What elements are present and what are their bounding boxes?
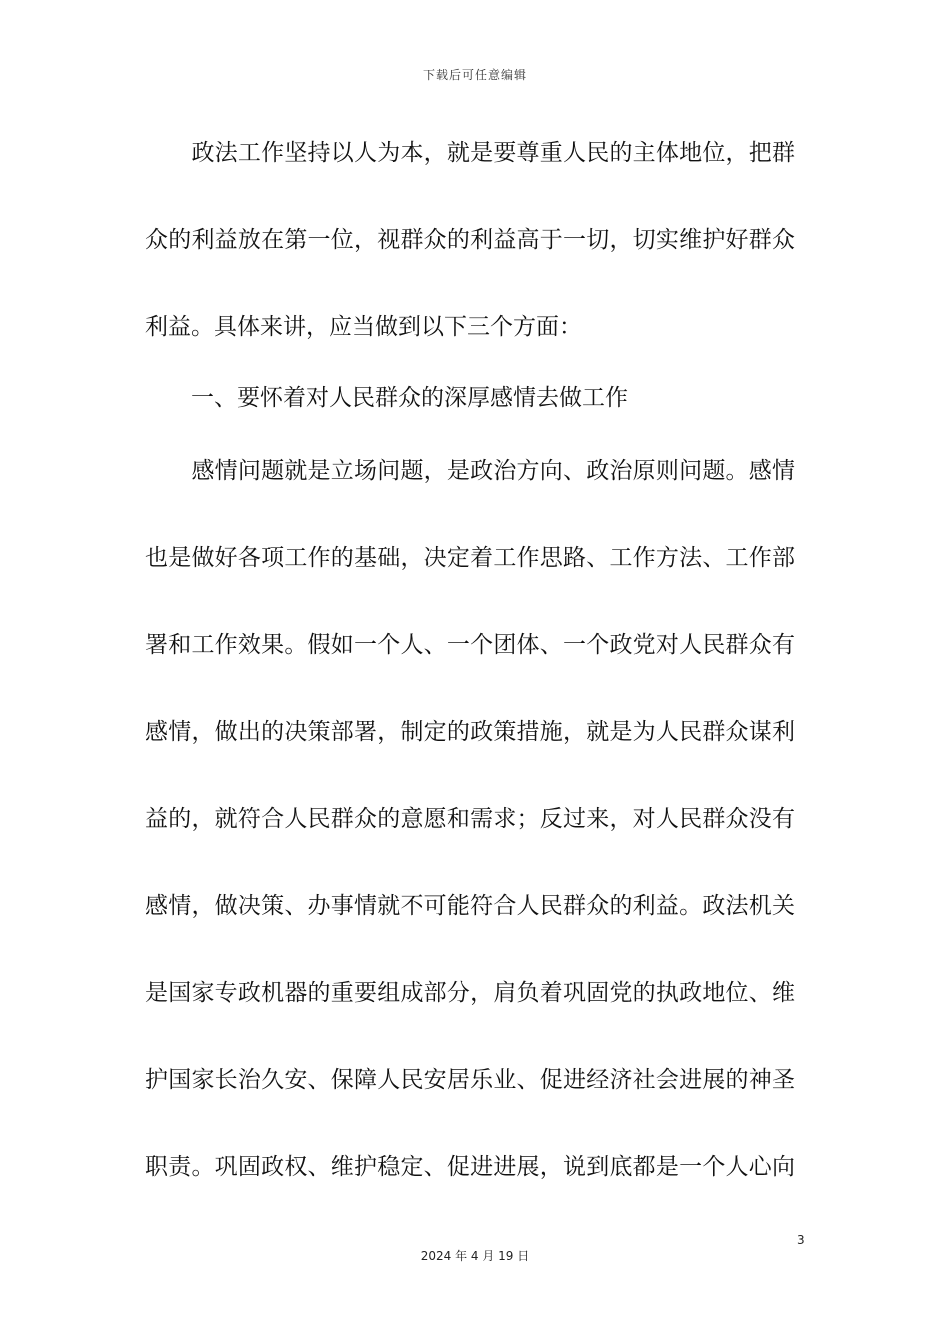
paragraph-line: 政法工作坚持以人为本，就是要尊重人民的主体地位，把群 [145, 140, 795, 166]
page-footer-date: 2024 年 4 月 19 日 [420, 1249, 530, 1263]
page-number: 3 [797, 1233, 805, 1247]
paragraph-line: 利益。具体来讲，应当做到以下三个方面： [145, 314, 582, 340]
section-heading: 一、要怀着对人民群众的深厚感情去做工作 [145, 385, 628, 411]
paragraph-line: 署和工作效果。假如一个人、一个团体、一个政党对人民群众有 [145, 632, 795, 658]
page-header: 下载后可任意编辑 [422, 68, 527, 82]
paragraph-line: 职责。巩固政权、维护稳定、促进进展，说到底都是一个人心向 [145, 1154, 795, 1180]
paragraph-line: 是国家专政机器的重要组成部分，肩负着巩固党的执政地位、维 [145, 980, 795, 1006]
paragraph-line: 众的利益放在第一位，视群众的利益高于一切，切实维护好群众 [145, 227, 795, 253]
paragraph-line: 护国家长治久安、保障人民安居乐业、促进经济社会进展的神圣 [145, 1067, 795, 1093]
paragraph-line: 益的，就符合人民群众的意愿和需求；反过来，对人民群众没有 [145, 806, 795, 832]
paragraph-line: 感情，做出的决策部署，制定的政策措施，就是为人民群众谋利 [145, 719, 795, 745]
paragraph-line: 感情，做决策、办事情就不可能符合人民群众的利益。政法机关 [145, 893, 795, 919]
paragraph-line: 感情问题就是立场问题，是政治方向、政治原则问题。感情 [145, 458, 795, 484]
paragraph-line: 也是做好各项工作的基础，决定着工作思路、工作方法、工作部 [145, 545, 795, 571]
